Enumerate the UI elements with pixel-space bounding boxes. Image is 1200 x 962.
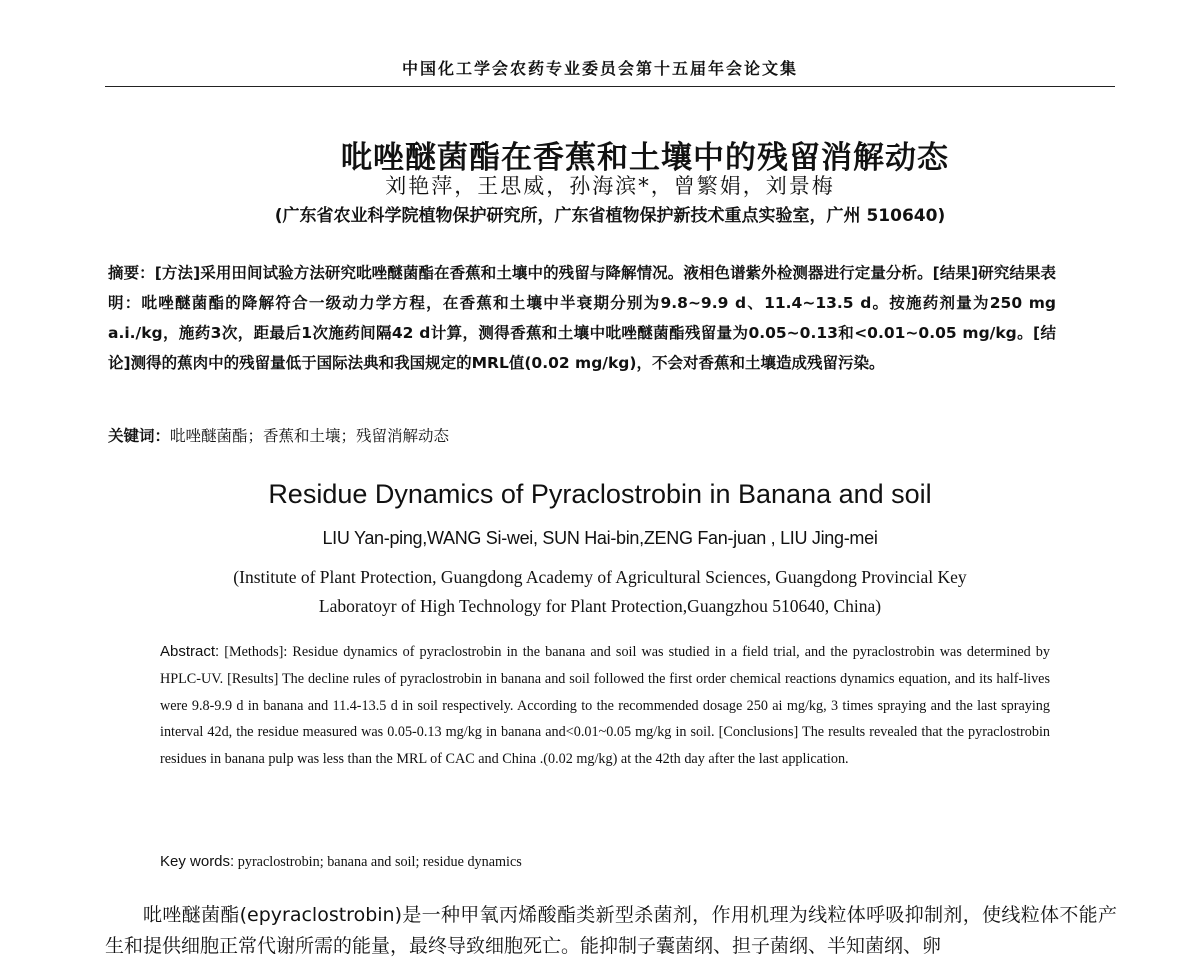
- cn-keywords-label: 关键词：: [108, 427, 171, 445]
- en-abstract: [160, 639, 1050, 773]
- en-affiliation-line1: (Institute of Plant Protection, Guangdong Academy of Agricultural Sciences, Guangdong Provincial Key: [233, 567, 967, 587]
- en-authors: LIU Yan-ping,WANG Si-wei, SUN Hai-bin,ZENG Fan-juan , LIU Jing-mei: [322, 528, 878, 548]
- body-paragraph: 吡唑醚菌酯(epyraclostrobin)是一种甲氧丙烯酸酯类新型杀菌剂，作用机理为线粒体呼吸抑制剂，使线粒体不能产生和提供细胞正常代谢所需的能量，最终导致细胞死亡。能抑制子囊菌纲、担子菌纲、半知菌纲、卵: [105, 904, 1117, 957]
- cn-affiliation: (广东省农业科学院植物保护研究所，广东省植物保护新技术重点实验室，广州 510640): [274, 206, 946, 226]
- en-abstract-text: [Methods]: Residue dynamics of pyraclostrobin in the banana and soil was studied in a field trial, and the pyraclostrobin was determined by HPLC-UV. [Results] The decline rules of pyraclostrobin in banana and soil followed the first order chemical reactions dynamics equation, and its half-lives were 9.8-9.9 d in banana and 11.4-13.5 d in soil respectively. According to the recommended dosage 250 ai mg/kg, 3 times spraying and the last spraying interval 42d, the residue measured was 0.05-0.13 mg/kg in banana and<0.01~0.05 mg/kg in soil. [Conclusions] The results revealed that the pyraclostrobin residues in banana pulp was less than the MRL of CAC and China .(0.02 mg/kg) at the 42th day after the last application.: [160, 644, 1050, 768]
- en-affiliation-line2: Laboratoyr of High Technology for Plant Protection,Guangzhou 510640, China): [318, 596, 882, 616]
- header-rule: [105, 86, 1115, 87]
- en-affiliation: [150, 563, 1050, 621]
- cn-abstract-text: [方法]采用田间试验方法研究吡唑醚菌酯在香蕉和土壤中的残留与降解情况。液相色谱紫外检测器进行定量分析。[结果]研究结果表明：吡唑醚菌酯的降解符合一级动力学方程，在香蕉和土壤中半衰期分别为9.8~9.9 d、11.4~13.5 d。按施药剂量为250 mg a.i./kg，施药3次，距最后1次施药间隔42 d计算，测得香蕉和土壤中吡唑醚菌酯残留量为0.05~0.13和<0.01~0.05 mg/kg。[结论]测得的蕉肉中的残留量低于国际法典和我国规定的MRL值(0.02 mg/kg)，不会对香蕉和土壤造成残留污染。: [108, 264, 1056, 372]
- en-title: Residue Dynamics of Pyraclostrobin in Banana and soil: [268, 479, 932, 509]
- en-keywords-text: pyraclostrobin; banana and soil; residue dynamics: [237, 854, 522, 870]
- cn-abstract: [108, 258, 1056, 378]
- cn-abstract-label: 摘要：: [108, 264, 155, 282]
- cn-keywords-text: 吡唑醚菌酯；香蕉和土壤；残留消解动态: [170, 427, 450, 445]
- cn-authors: 刘艳萍，王思威，孙海滨*，曾繁娟，刘景梅: [385, 174, 835, 198]
- cn-title: 吡唑醚菌酯在香蕉和土壤中的残留消解动态: [341, 140, 949, 176]
- cn-keywords: [108, 424, 449, 446]
- running-header: 中国化工学会农药专业委员会第十五届年会论文集: [401, 59, 798, 78]
- en-abstract-label: Abstract:: [160, 643, 220, 660]
- en-keywords-label: Key words:: [160, 853, 235, 870]
- en-keywords: [160, 853, 522, 871]
